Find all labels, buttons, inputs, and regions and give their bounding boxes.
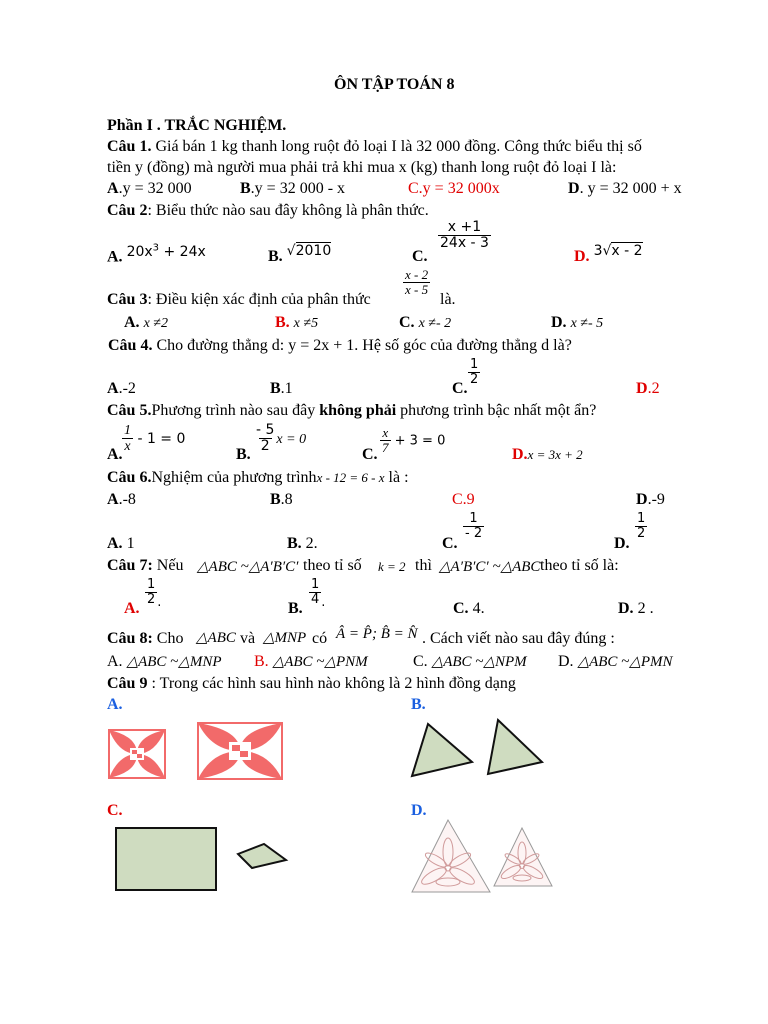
question-3-text-end: là.	[440, 291, 456, 308]
q9-option-a-label: A.	[107, 696, 123, 713]
q6b-option-b: B. 2.	[287, 535, 318, 552]
question-3-text: : Điều kiện xác định của phân thức	[147, 291, 371, 308]
q5-option-a: $\frac{1}{x}$ - 1 = 0	[124, 423, 186, 455]
q1-option-d: D. y = 32 000 + x	[568, 180, 682, 197]
q8-text-2: và	[240, 630, 256, 647]
q5-option-c-label: C.	[362, 446, 378, 463]
q1-option-c: C.y = 32 000x	[408, 180, 500, 197]
q7-similarity-2: △A′B′C′ ~△ABC	[439, 559, 541, 575]
question-4	[108, 337, 572, 355]
page-title: ÔN TẬP TOÁN 8	[334, 76, 455, 93]
q8-option-d: D. △ABC ~△PMN	[558, 653, 673, 670]
q7-option-c: C. 4.	[453, 600, 485, 617]
q2-option-b: B. √2010	[268, 243, 332, 265]
question-5: Câu 5.Phương trình nào sau đây không phải phương trình bậc nhất một ẩn?	[107, 402, 597, 419]
question-9: Câu 9 : Trong các hình sau hình nào không là 2 hình đồng dạng	[107, 675, 516, 692]
q5-option-a-label: A.	[107, 446, 123, 463]
q9-option-b-label: B.	[411, 696, 426, 713]
q3-fraction: $\frac{x - 2}{x - 5}$	[405, 267, 429, 298]
q6-option-b: B.8	[270, 491, 293, 508]
q8-condition: Â = P̂; B̂ = N̂	[336, 626, 418, 642]
question-2-text: : Biểu thức nào sau đây không là phân thức.	[147, 202, 429, 219]
q2-option-d: D. 3√x - 2	[574, 243, 643, 265]
q7-option-a-value: $\frac{1}{2}$ .	[147, 577, 162, 611]
question-8-label: Câu 8:	[107, 630, 153, 647]
q1-option-b: B.y = 32 000 - x	[240, 180, 346, 197]
question-1-text-2: tiền y (đồng) mà người mua phải trả khi mua x (kg) thanh long ruột đỏ loại I là:	[107, 159, 617, 176]
q3-option-a: A. x ≠2	[124, 314, 168, 331]
q5-option-b: $\frac{- 5}{2}$ x = 0	[256, 422, 307, 455]
q7-text-3: thì	[415, 557, 432, 574]
small-flower-square	[109, 730, 165, 778]
q7-option-b-value: $\frac{1}{4}$ .	[311, 577, 326, 611]
question-3-label: Câu 3	[107, 291, 148, 308]
q6-option-c: C.9	[452, 491, 475, 508]
question-7-label: Câu 7:	[107, 557, 153, 574]
q2-option-a: A. $20x^3 + 24x$	[107, 242, 206, 266]
figure-b-triangles	[408, 716, 548, 778]
question-1-line-1	[107, 138, 642, 156]
question-2-label: Câu 2	[107, 202, 148, 219]
q6b-option-a: A. 1	[107, 535, 135, 552]
q8-triangle-2: △MNP	[263, 630, 307, 646]
q3-option-d: D. x ≠- 5	[551, 314, 604, 331]
q7-text-2: theo tỉ số	[303, 557, 362, 574]
q4-option-a: A.-2	[107, 380, 136, 397]
q6b-option-d-label: D.	[614, 535, 630, 552]
question-1-text-1: Giá bán 1 kg thanh long ruột đỏ loại I là 32 000 đồng. Công thức biểu thị số	[151, 138, 642, 155]
q8-text-3: có	[312, 630, 328, 647]
q6b-option-c-fraction: $\frac{1}{- 2}$	[465, 511, 483, 542]
q8-option-a: A. △ABC ~△MNP	[107, 653, 222, 670]
figure-a-flower-squares	[108, 722, 284, 780]
q8-option-c: C. △ABC ~△NPM	[413, 653, 527, 670]
question-8: Câu 8: Cho	[107, 630, 184, 647]
q5-option-b-label: B.	[236, 446, 251, 463]
question-6-label: Câu 6.	[107, 469, 152, 486]
q6-option-d: D.-9	[636, 491, 665, 508]
question-4-label: Câu 4.	[108, 337, 153, 354]
q8-triangle-1: △ABC	[196, 630, 236, 646]
q6b-option-c-label: C.	[442, 535, 458, 552]
question-9-label: Câu 9	[107, 675, 148, 692]
q9-option-c-label: C.	[107, 802, 123, 819]
q5-option-d: D.x = 3x + 2	[512, 446, 583, 463]
q1-option-a: A.y = 32 000	[107, 180, 192, 197]
q7-text-4: theo tỉ số là:	[540, 557, 619, 574]
q7-option-a-label: A.	[124, 600, 140, 617]
q3-option-c: C. x ≠- 2	[399, 314, 452, 331]
q7-option-d: D. 2 .	[618, 600, 654, 617]
q8-option-b: B. △ABC ~△PNM	[254, 653, 368, 670]
q5-option-c: $\frac{x}{7}$ + 3 = 0	[382, 425, 446, 456]
figure-d-flower-triangles	[410, 818, 566, 894]
q4-option-b: B.1	[270, 380, 293, 397]
q6-option-a: A.-8	[107, 491, 136, 508]
q4-option-d: D.2	[636, 380, 660, 397]
q2-option-c-fraction: $\frac{x +1}{24x - 3}$	[440, 219, 489, 252]
question-1-label: Câu 1.	[107, 138, 152, 155]
question-6: Câu 6.Nghiệm của phương trìnhx - 12 = 6 - x là :	[107, 469, 409, 486]
q4-option-c-label: C.	[452, 380, 468, 397]
q9-option-d-label: D.	[411, 802, 427, 819]
large-flower-square	[198, 723, 282, 779]
q7-ratio: k = 2	[378, 559, 406, 574]
q7-option-b-label: B.	[288, 600, 303, 617]
question-2	[107, 202, 429, 220]
q6b-option-d-fraction: $\frac{1}{2}$	[637, 511, 646, 542]
section-heading: Phần I . TRẮC NGHIỆM.	[107, 117, 287, 134]
q7-similarity-1: △ABC ~△A′B′C′	[197, 559, 299, 575]
question-7: Câu 7: Nếu	[107, 557, 184, 574]
question-5-label: Câu 5.	[107, 402, 152, 419]
q4-option-c-fraction: $\frac{1}{2}$	[470, 357, 479, 388]
q3-option-b: B. x ≠5	[275, 314, 319, 331]
q2-option-c-label: C.	[412, 248, 428, 265]
question-4-text: Cho đường thẳng d: y = 2x + 1. Hệ số góc của đường thẳng d là?	[152, 337, 572, 354]
q8-text-4: . Cách viết nào sau đây đúng :	[422, 630, 615, 647]
question-3	[107, 291, 371, 309]
figure-c-rectangle-parallelogram	[114, 826, 290, 892]
